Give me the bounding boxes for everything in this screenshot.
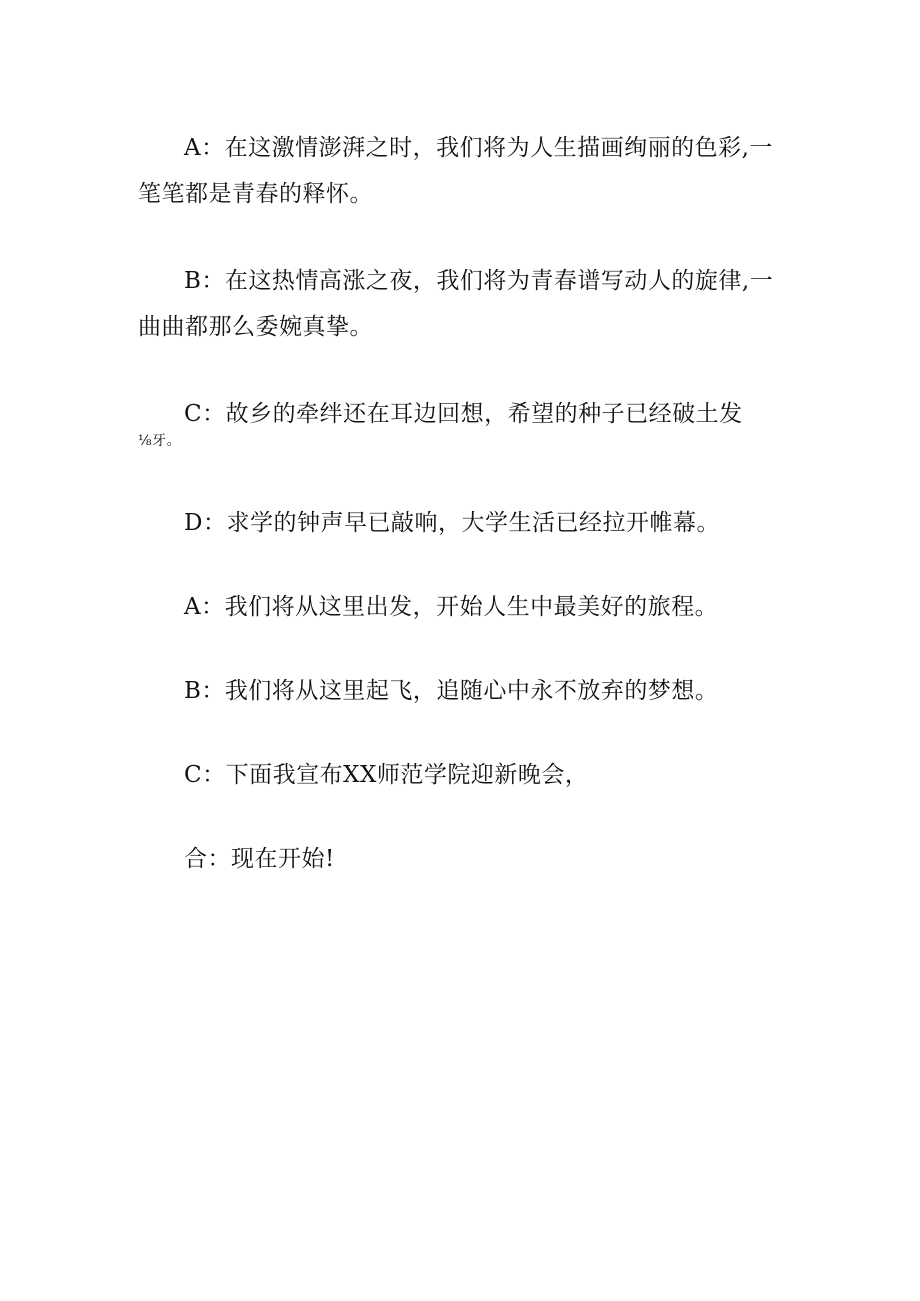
paragraph-b-dream [138,668,778,714]
paragraph-together-start [138,836,778,882]
paragraph-line: B：在这热情高涨之夜，我们将为青春谱写动人的旋律,一 [184,268,774,294]
paragraph-a-opening [138,125,778,217]
paragraph-line: D：求学的钟声早已敲响，大学生活已经拉开帷幕。 [184,510,720,536]
paragraph-line: 合：现在开始! [184,846,335,872]
paragraph-c-hometown [138,391,778,457]
paragraph-line: B：我们将从这里起飞，追随心中永不放弃的梦想。 [184,678,719,704]
paragraph-line: A：我们将从这里出发，开始人生中最美好的旅程。 [184,594,719,620]
paragraph-a-journey [138,584,778,630]
paragraph-line-fragment: ⅛牙。 [138,433,182,449]
paragraph-line: C：下面我宣布XX师范学院迎新晚会， [184,762,589,788]
paragraph-line: A：在这激情澎湃之时，我们将为人生描画绚丽的色彩,一 [184,135,773,161]
paragraph-d-study [138,500,778,546]
paragraph-line: 曲曲都那么委婉真挚。 [138,314,373,340]
paragraph-c-announce [138,752,778,798]
paragraph-line: C：故乡的牵绊还在耳边回想，希望的种子已经破土发 [184,401,743,427]
paragraph-line: 笔笔都是青春的释怀。 [138,181,373,207]
paragraph-b-opening [138,258,778,350]
